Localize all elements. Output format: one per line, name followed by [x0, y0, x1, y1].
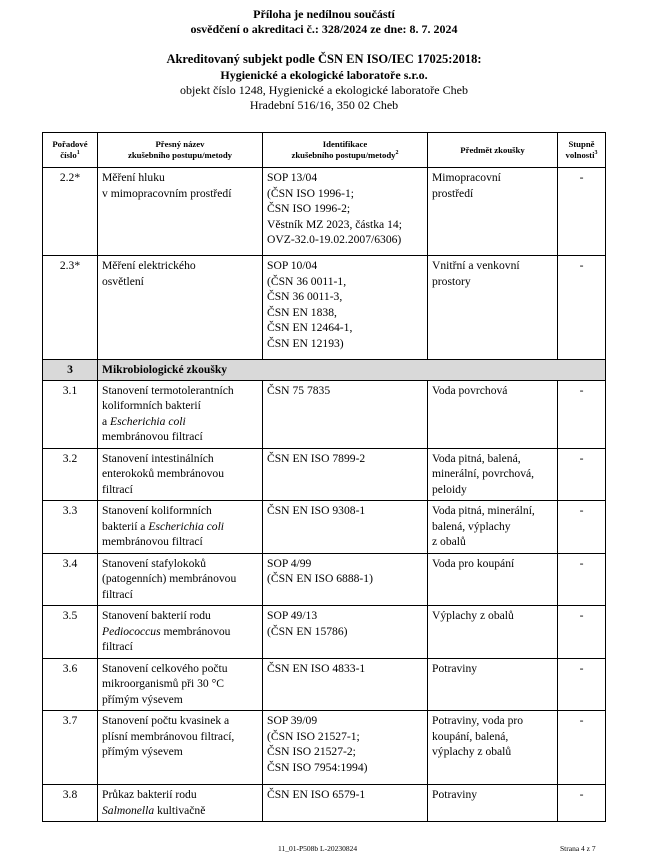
- method-identification: ČSN 75 7835: [263, 380, 428, 448]
- col-method-identification: Identifikace zkušebního postupu/metody$^2$: [263, 133, 428, 168]
- row-number: 2.2*: [43, 168, 98, 256]
- degree-of-freedom: -: [558, 658, 606, 711]
- col-degrees-of-freedom: Stupně volnosti$^3$: [558, 133, 606, 168]
- test-subject: Potraviny: [428, 658, 558, 711]
- method-name: Měření elektrického osvětlení: [98, 256, 263, 360]
- method-identification: ČSN EN ISO 9308-1: [263, 501, 428, 554]
- table-row: [43, 553, 606, 606]
- method-identification: ČSN EN ISO 7899-2: [263, 448, 428, 501]
- row-number: 3.8: [43, 785, 98, 822]
- method-name: Stanovení intestinálních enterokoků membránovou filtrací: [98, 448, 263, 501]
- method-name: Měření hluku v mimopracovním prostředí: [98, 168, 263, 256]
- row-number: 3.6: [43, 658, 98, 711]
- method-name: Stanovení termotolerantních koliformních bakterií a Escherichia coli membránovou filtrací: [98, 380, 263, 448]
- table-row: [43, 606, 606, 659]
- method-name: Stanovení bakterií rodu Pediococcus membránovou filtrací: [98, 606, 263, 659]
- test-subject: Voda pro koupání: [428, 553, 558, 606]
- method-identification: ČSN EN ISO 6579-1: [263, 785, 428, 822]
- address-line: Hradební 516/16, 350 02 Cheb: [249, 98, 399, 112]
- table-row: [43, 380, 606, 448]
- method-identification: SOP 4/99 (ČSN EN ISO 6888-1): [263, 553, 428, 606]
- method-name: Průkaz bakterií rodu Salmonella kultivačně: [98, 785, 263, 822]
- table-row: [43, 448, 606, 501]
- method-identification: SOP 10/04 (ČSN 36 0011-1, ČSN 36 0011-3, ČSN EN 1838, ČSN EN 12464-1, ČSN EN 12193): [263, 256, 428, 360]
- section-title: Mikrobiologické zkoušky: [98, 360, 606, 381]
- method-identification: ČSN EN ISO 4833-1: [263, 658, 428, 711]
- table-header: [43, 133, 606, 168]
- table-row: [43, 168, 606, 256]
- method-name: Stanovení koliformních bakterií a Escherichia coli membránovou filtrací: [98, 501, 263, 554]
- degree-of-freedom: -: [558, 448, 606, 501]
- col-order-number: Pořadové číslo$^1$: [43, 133, 98, 168]
- test-subject: Potraviny, voda pro koupání, balená, výplachy z obalů: [428, 711, 558, 785]
- accreditation-table: [42, 132, 606, 822]
- row-number: 3.1: [43, 380, 98, 448]
- test-subject: Vnitřní a venkovní prostory: [428, 256, 558, 360]
- degree-of-freedom: -: [558, 256, 606, 360]
- test-subject: Voda povrchová: [428, 380, 558, 448]
- object-line: objekt číslo 1248, Hygienické a ekologické laboratoře Cheb: [180, 83, 468, 97]
- degree-of-freedom: -: [558, 168, 606, 256]
- degree-of-freedom: -: [558, 501, 606, 554]
- row-number: 3.3: [43, 501, 98, 554]
- accreditation-reference: osvědčení o akreditaci č.: 328/2024 ze dne: 8. 7. 2024: [190, 22, 458, 36]
- method-name: Stanovení stafylokoků (patogenních) membránovou filtrací: [98, 553, 263, 606]
- method-identification: SOP 39/09 (ČSN ISO 21527-1; ČSN ISO 21527-2; ČSN ISO 7954:1994): [263, 711, 428, 785]
- method-name: Stanovení celkového počtu mikroorganismů při 30 °C přímým výsevem: [98, 658, 263, 711]
- section-row: [43, 360, 606, 381]
- table-row: [43, 658, 606, 711]
- row-number: 3.5: [43, 606, 98, 659]
- annex-title: Příloha je nedílnou součástí: [253, 7, 395, 21]
- test-subject: Voda pitná, balená, minerální, povrchová, peloidy: [428, 448, 558, 501]
- method-name: Stanovení počtu kvasinek a plísní membránovou filtrací, přímým výsevem: [98, 711, 263, 785]
- test-subject: Potraviny: [428, 785, 558, 822]
- table-row: [43, 785, 606, 822]
- row-number: 2.3*: [43, 256, 98, 360]
- table-row: [43, 501, 606, 554]
- document-code: 11_01-P508b L-20230824: [278, 844, 358, 853]
- test-subject: Voda pitná, minerální, balená, výplachy z obalů: [428, 501, 558, 554]
- col-test-subject: Předmět zkoušky: [428, 133, 558, 168]
- row-number: 3.4: [43, 553, 98, 606]
- degree-of-freedom: -: [558, 711, 606, 785]
- test-subject: Mimopracovní prostředí: [428, 168, 558, 256]
- col-method-name: Přesný název zkušebního postupu/metody: [98, 133, 263, 168]
- degree-of-freedom: -: [558, 785, 606, 822]
- table-row: [43, 256, 606, 360]
- degree-of-freedom: -: [558, 553, 606, 606]
- row-number: 3.7: [43, 711, 98, 785]
- method-identification: SOP 13/04 (ČSN ISO 1996-1; ČSN ISO 1996-2; Věstník MZ 2023, částka 14; OVZ-32.0-19.02.2007/6306): [263, 168, 428, 256]
- degree-of-freedom: -: [558, 380, 606, 448]
- table-row: [43, 711, 606, 785]
- method-identification: SOP 49/13 (ČSN EN 15786): [263, 606, 428, 659]
- page-number: Strana 4 z 7: [560, 844, 596, 853]
- company-name: Hygienické a ekologické laboratoře s.r.o.: [220, 68, 428, 82]
- degree-of-freedom: -: [558, 606, 606, 659]
- accredited-subject: Akreditovaný subjekt podle ČSN EN ISO/IEC 17025:2018:: [166, 52, 482, 66]
- section-number: 3: [43, 360, 98, 381]
- row-number: 3.2: [43, 448, 98, 501]
- test-subject: Výplachy z obalů: [428, 606, 558, 659]
